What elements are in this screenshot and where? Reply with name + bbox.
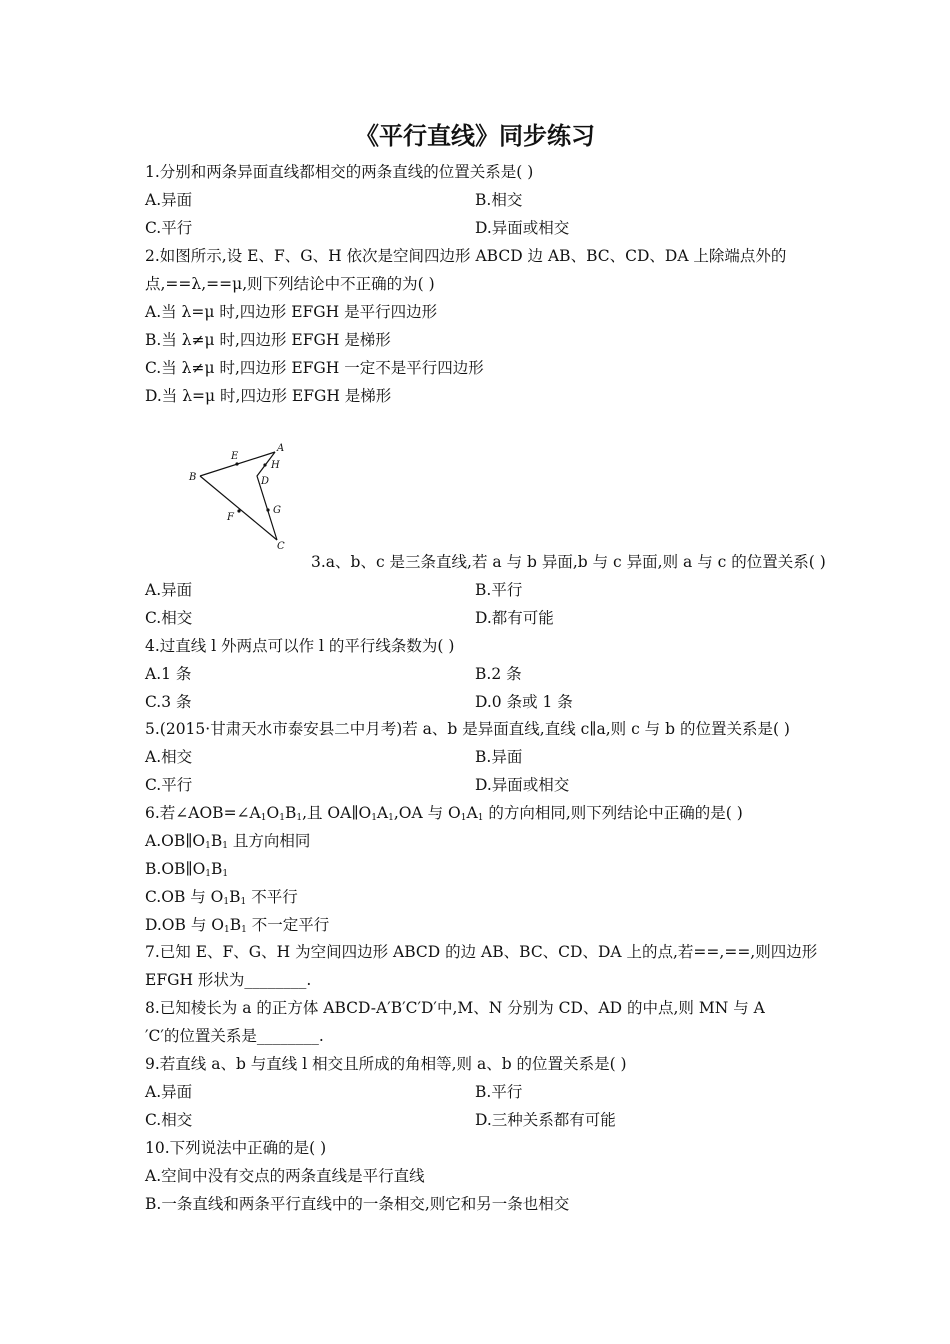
subscript: 1	[460, 813, 467, 823]
label-e: E	[231, 451, 239, 462]
q6-option-d	[145, 913, 329, 937]
q4-option-d: D.0 条或 1 条	[475, 693, 573, 711]
subscript: 1	[296, 813, 303, 823]
q6-stem-text: 6.若∠AOB=∠A	[145, 804, 261, 822]
q3-option-a: A.异面	[145, 581, 193, 599]
label-g: G	[273, 505, 281, 516]
label-h: H	[271, 460, 280, 471]
q2-option-c: C.当 λ≠μ 时,四边形 EFGH 一定不是平行四边形	[145, 359, 484, 377]
q6-option-b	[145, 857, 228, 881]
q6-option-b-text: B	[211, 860, 223, 878]
q2-option-d: D.当 λ=μ 时,四边形 EFGH 是梯形	[145, 387, 392, 405]
q6-stem-text: B	[284, 804, 297, 822]
q4-option-c: C.3 条	[145, 693, 192, 711]
q6-stem-text: ,OA 与 O	[393, 804, 461, 822]
q2-stem-line1: 2.如图所示,设 E、F、G、H 依次是空间四边形 ABCD 边 AB、BC、CD、DA 上除端点外的	[145, 247, 787, 265]
q4-option-b: B.2 条	[475, 665, 522, 683]
point-f	[237, 509, 240, 512]
subscript: 1	[240, 897, 247, 907]
subscript: 1	[371, 813, 377, 823]
q5-stem: 5.(2015·甘肃天水市泰安县二中月考)若 a、b 是异面直线,直线 c∥a,则 c 与 b 的位置关系是( )	[145, 720, 790, 738]
subscript: 1	[223, 897, 230, 907]
q9-option-d: D.三种关系都有可能	[475, 1111, 616, 1129]
q6-option-a-text: B	[210, 832, 223, 850]
q2-option-a: A.当 λ=μ 时,四边形 EFGH 是平行四边形	[145, 303, 438, 321]
point-h	[263, 463, 266, 466]
point-e	[235, 462, 238, 465]
q6-option-c-text: 不平行	[246, 888, 298, 906]
label-f: F	[227, 512, 234, 523]
label-b: B	[189, 472, 197, 483]
subscript: 1	[477, 813, 484, 823]
q1-option-c: C.平行	[145, 219, 193, 237]
label-d: D	[261, 476, 270, 487]
q6-stem-text: ,且 OA∥O	[302, 804, 372, 822]
q10-stem: 10.下列说法中正确的是( )	[145, 1139, 327, 1157]
q4-stem: 4.过直线 l 外两点可以作 l 的平行线条数为( )	[145, 637, 455, 655]
q6-option-c	[145, 885, 298, 909]
q8-stem-line1: 8.已知棱长为 a 的正方体 ABCD-A′B′C′D′中,M、N 分别为 CD、AD 的中点,则 MN 与 A	[145, 999, 765, 1017]
q10-option-b: B.一条直线和两条平行直线中的一条相交,则它和另一条也相交	[145, 1195, 570, 1213]
q6-stem-text: A	[376, 804, 389, 822]
spatial-quadrilateral-figure	[185, 438, 300, 553]
q6-stem	[145, 801, 743, 825]
q1-option-a: A.异面	[145, 191, 193, 209]
q6-option-c-text: B	[229, 888, 241, 906]
q9-option-a: A.异面	[145, 1083, 193, 1101]
q5-option-c: C.平行	[145, 776, 193, 794]
subscript: 1	[205, 841, 211, 851]
q6-option-d-text: 不一定平行	[246, 916, 330, 934]
q9-stem: 9.若直线 a、b 与直线 l 相交且所成的角相等,则 a、b 的位置关系是( )	[145, 1055, 627, 1073]
q1-stem: 1.分别和两条异面直线都相交的两条直线的位置关系是( )	[145, 163, 534, 181]
q1-option-d: D.异面或相交	[475, 219, 570, 237]
q6-option-a	[145, 829, 310, 853]
label-c: C	[277, 541, 285, 552]
page-title: 《平行直线》同步练习	[355, 122, 595, 150]
q3-option-c: C.相交	[145, 609, 193, 627]
q5-option-b: B.异面	[475, 748, 523, 766]
subscript: 1	[222, 869, 229, 879]
q6-option-c-text: C.OB 与 O	[145, 888, 224, 906]
q4-option-a: A.1 条	[145, 665, 192, 683]
q2-stem-line2: 点,==λ,==μ,则下列结论中不正确的为( )	[145, 275, 435, 293]
q9-option-b: B.平行	[475, 1083, 523, 1101]
q6-option-d-text: D.OB 与 O	[145, 916, 224, 934]
q6-option-a-text: 且方向相同	[227, 832, 311, 850]
q6-option-a-text: A.OB∥O	[145, 832, 206, 850]
subscript: 1	[279, 813, 285, 823]
subscript: 1	[223, 925, 230, 935]
q3-stem: 3.a、b、c 是三条直线,若 a 与 b 异面,b 与 c 异面,则 a 与 c 的位置关系( )	[311, 553, 826, 571]
q6-stem-text: O	[266, 804, 280, 822]
subscript: 1	[260, 813, 267, 823]
q8-stem-line2: ′C′的位置关系是________.	[145, 1027, 324, 1045]
subscript: 1	[222, 841, 228, 851]
q2-option-b: B.当 λ≠μ 时,四边形 EFGH 是梯形	[145, 331, 391, 349]
q3-option-d: D.都有可能	[475, 609, 554, 627]
q10-option-a: A.空间中没有交点的两条直线是平行直线	[145, 1167, 425, 1185]
q6-option-d-text: B	[229, 916, 242, 934]
q3-option-b: B.平行	[475, 581, 523, 599]
q7-stem-line2: EFGH 形状为________.	[145, 971, 312, 989]
q5-option-d: D.异面或相交	[475, 776, 570, 794]
q6-option-b-text: B.OB∥O	[145, 860, 206, 878]
label-a: A	[277, 443, 285, 454]
q6-stem-text: 的方向相同,则下列结论中正确的是( )	[483, 804, 743, 822]
q1-option-b: B.相交	[475, 191, 523, 209]
subscript: 1	[241, 925, 247, 935]
q6-stem-text: A	[466, 804, 478, 822]
q5-option-a: A.相交	[145, 748, 193, 766]
point-g	[266, 508, 269, 511]
subscript: 1	[388, 813, 394, 823]
q7-stem-line1: 7.已知 E、F、G、H 为空间四边形 ABCD 的边 AB、BC、CD、DA 上的点,若==,==,则四边形	[145, 943, 818, 961]
q9-option-c: C.相交	[145, 1111, 193, 1129]
subscript: 1	[205, 869, 212, 879]
